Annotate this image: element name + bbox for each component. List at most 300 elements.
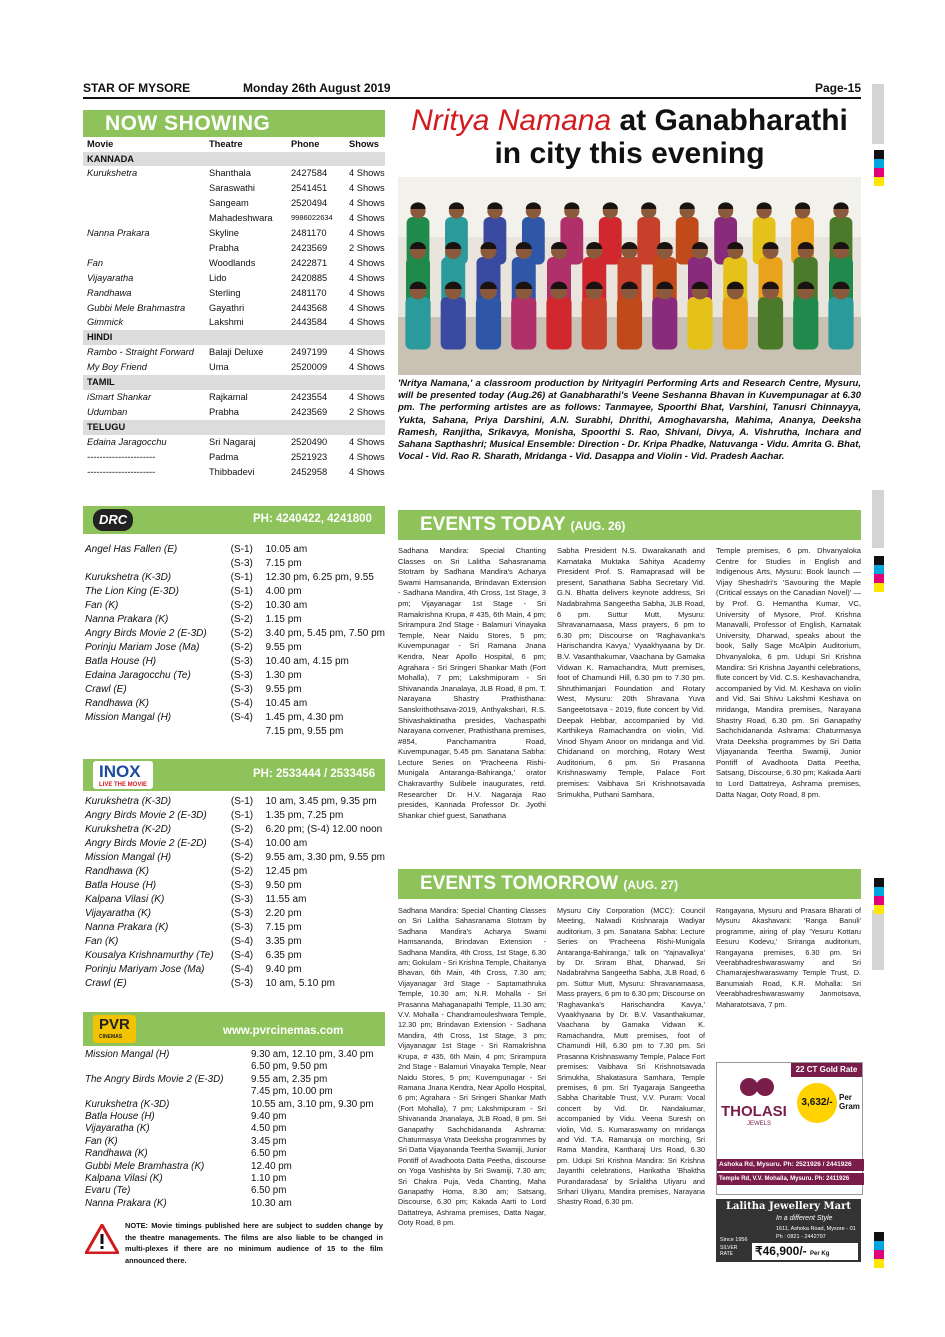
movie-title (83, 1086, 249, 1098)
screen-number (229, 725, 264, 739)
schedule-row (83, 543, 385, 557)
screen-number: (S-2) (230, 614, 253, 625)
show-count: 4 Shows (349, 302, 385, 313)
screen-number: (S-1) (230, 810, 254, 821)
movie-title: iSmart Shankar (87, 392, 152, 402)
theatre-name: Padma (209, 451, 239, 462)
margin-bar (872, 84, 884, 144)
show-times: 7.45 pm, 10.00 pm (251, 1086, 333, 1098)
show-times: 9.30 am, 12.10 pm, 3.40 pm (251, 1049, 374, 1060)
inox-header (83, 759, 385, 791)
lalitha-since: Since 1956 (720, 1237, 748, 1243)
show-times: 11.55 am (265, 894, 307, 905)
theatre-phone: 2481170 (291, 228, 327, 239)
show-times: 7.15 pm, 9.55 pm (265, 726, 344, 737)
screen-number: (S-1) (230, 796, 254, 807)
color-registration-marks (874, 1232, 884, 1268)
language-row (83, 375, 385, 390)
schedule-row (83, 1123, 385, 1135)
lalitha-phone: Ph : 0821 - 2442797 (776, 1234, 826, 1240)
inox-phone: PH: 2533444 / 2533456 (253, 768, 376, 780)
col-header-theatre: Theatre (209, 139, 243, 150)
issue-date: Monday 26th August 2019 (243, 81, 391, 95)
schedule-row (83, 893, 385, 907)
masthead (83, 81, 861, 95)
theatre-name: Shanthala (209, 168, 251, 179)
pvr-website: www.pvrcinemas.com (223, 1025, 344, 1037)
schedule-row (83, 809, 385, 823)
pvr-schedule (83, 1049, 385, 1210)
lalitha-addr: 1611, Ashoka Road, Mysore - 01 (776, 1226, 856, 1232)
schedule-row (83, 1136, 385, 1148)
screen-number: (S-3) (230, 880, 254, 891)
show-times: 9.55 pm (265, 642, 302, 653)
schedule-row (83, 977, 385, 991)
movie-row (83, 405, 385, 420)
schedule-row (83, 627, 385, 641)
movie-title: Gimmick (87, 317, 124, 328)
theatre-name: Prabha (209, 242, 239, 253)
movie-title (83, 1061, 249, 1073)
theatre-name: Sterling (209, 287, 241, 298)
col-header-movie: Movie (87, 139, 114, 150)
movie-title: Nanna Prakara (87, 228, 150, 239)
theatre-name: Lakshmi (209, 317, 244, 328)
screen-number: (S-4) (230, 964, 254, 975)
screen-number: (S-4) (230, 712, 253, 723)
show-times: 2.20 pm (265, 908, 302, 919)
theatre-phone: 2423554 (291, 392, 328, 402)
show-times: 12.40 pm (251, 1160, 292, 1172)
screen-number: (S-3) (230, 894, 254, 905)
movie-title: Vijayaratha (K) (85, 908, 151, 919)
inox-schedule (83, 795, 385, 991)
paper-name: STAR OF MYSORE (83, 81, 191, 95)
show-count: 4 Shows (349, 183, 385, 194)
events-today-header (398, 510, 861, 540)
movie-title (83, 181, 205, 196)
show-times: 3.40 pm, 5.45 pm, 7.50 pm (265, 628, 385, 639)
theatre-name: Woodlands (209, 257, 256, 268)
drc-phone: PH: 4240422, 4241800 (253, 513, 372, 525)
schedule-row (83, 669, 385, 683)
show-times: 10.30 am (251, 1197, 292, 1209)
theatre-name: Uma (209, 362, 229, 373)
schedule-row (83, 641, 385, 655)
col-header-phone: Phone (291, 139, 320, 150)
movie-title: Batla House (H) (85, 880, 157, 891)
schedule-row (83, 907, 385, 921)
movie-title: Fan (87, 257, 104, 268)
schedule-row (83, 837, 385, 851)
movie-title: Kurukshetra (K-3D) (85, 572, 172, 583)
note-text: NOTE: Movie timings published here are subject to sudden change by the theatre managements. The films are also liable to be changed in multi-plexes if there are no minimum audience of 15 to the film announced there. (125, 1221, 383, 1265)
movie-title (83, 211, 205, 226)
show-count: 4 Shows (349, 213, 385, 224)
theatre-name: Thibbadevi (209, 466, 255, 477)
tholasi-addr1: Ashoka Rd, Mysuru. Ph: 2521926 / 2441926 (717, 1159, 864, 1171)
screen-number: (S-1) (230, 586, 253, 597)
theatre-name: Prabha (209, 406, 239, 417)
movie-row (83, 271, 385, 286)
screen-number: (S-4) (230, 698, 253, 709)
movie-title: Crawl (E) (85, 684, 127, 695)
show-times: 10 am, 3.45 pm, 9.35 pm (265, 796, 377, 807)
movie-title: ---------------------- (87, 466, 156, 477)
screen-number: (S-3) (230, 922, 254, 933)
theatre-phone: 2443584 (291, 317, 328, 328)
schedule-row (83, 1161, 385, 1173)
theatre-phone: 9986022634 (291, 213, 333, 223)
movie-row (83, 435, 385, 450)
movie-title: Mission Mangal (H) (85, 852, 172, 863)
movie-row (83, 181, 385, 196)
schedule-row (83, 1086, 385, 1098)
movie-title: Fan (K) (85, 936, 119, 947)
movie-title: Fan (K) (85, 1135, 118, 1147)
color-registration-marks (874, 878, 884, 914)
theatre-phone: 2520494 (291, 198, 328, 209)
pvr-logo: PVR CINEMAS (93, 1015, 136, 1043)
movie-title: Randhawa (K) (85, 1148, 148, 1160)
theatre-phone: 2423569 (291, 242, 328, 253)
tholasi-jewels-ad[interactable] (716, 1062, 863, 1195)
show-count: 2 Shows (349, 242, 385, 253)
movie-title: Kurukshetra (K-3D) (85, 1098, 170, 1110)
schedule-row (83, 879, 385, 893)
tholasi-addr2: Temple Rd, V.V. Mohalla, Mysuru. Ph: 2411926 (717, 1173, 864, 1185)
movie-title: Kalpana Vilasi (K) (85, 1173, 163, 1185)
theatre-name: Saraswathi (209, 183, 255, 194)
show-times: 9.55 am, 3.30 pm, 9.55 pm (265, 852, 385, 863)
movie-title: Angry Birds Movie 2 (E-2D) (85, 838, 207, 849)
schedule-row (83, 1099, 385, 1111)
color-registration-marks (874, 150, 884, 186)
tholasi-sub: JEWELS (747, 1121, 772, 1127)
color-registration-marks (874, 556, 884, 592)
movie-row (83, 286, 385, 301)
show-count: 4 Shows (349, 228, 385, 239)
theatre-name: Gayathri (209, 302, 245, 313)
schedule-row (83, 571, 385, 585)
screen-number: (S-2) (230, 866, 254, 877)
show-count: 4 Shows (349, 451, 385, 462)
schedule-row (83, 1111, 385, 1123)
movie-title: Kousalya Krishnamurthy (Te) (85, 950, 214, 961)
schedule-row (83, 935, 385, 949)
show-times: 10.05 am (265, 544, 308, 555)
movie-title: Kurukshetra (K-3D) (85, 796, 172, 807)
language-row (83, 330, 385, 345)
movie-title: Vijayaratha (87, 272, 134, 283)
screen-number: (S-2) (230, 628, 253, 639)
show-times: 7.15 pm (265, 558, 302, 569)
gold-price: 3,632/- (797, 1083, 837, 1123)
movie-row (83, 465, 385, 480)
movie-title: Rambo - Straight Forward (87, 347, 194, 358)
drc-logo: DRC (93, 509, 133, 531)
movie-title: Nanna Prakara (K) (85, 614, 169, 625)
movie-title: Mission Mangal (H) (85, 712, 172, 723)
events-tomorrow-col1: Sadhana Mandira: Special Chanting Classes on Sri Lalitha Sahasranama Stotram by Sadhana Mandira's Acharya Swami Hamsananda, Brindavan Extension - Sadhana Mandira, 4th Cross, 1st Stage, 6.30 am; Gokulam - Sri Krishna Temple, Chaitanya Bhavan, 6th Main, 4th Cross, 7.30 am; Vijayanagar 3rd Stage - Saptamathruka Temple, 10.30 am; N.R. Mohalla - Sri Prasanna Mahaganapathi Temple, 11.30 am; V.V. Mohalla - Chandramouleshwara Temple, 12.30 pm; Brindavan Extension - Sadhana Mandira, 4th Cross, 1st Stage, 3 pm; Vijayanagar 1st Stage - Sri Ramakrishna Krupa, # 435, 6th Main, 4 pm; Srirampura 2nd Stage - Balamuri Vinayaka Temple, Near Naidu Stores, 5 pm; Kuvempunagar - Sri Ramana Jnana Kendra, Near Apollo Hospital, 6 pm; Agrahara - Sri Sringeri Shankar Math (Fort Mohalla), 7 pm; Lakshmipuram - Sri Shivananda Jnanalaya, JLB Road, 8 pm. Sri Ganapathy Sachchidananda Ashrama: Chaturmasya Vrata Deeksha programmes by Sri Datta Vijayananda Teertha Swamiji, Junior Pontiff of Avadhoota Datta Peetha, discourse on Yoga Vashishta by Sri Swamiji, 7.30 am; Sri Chakra Puja, Veda Chanting, Maha Ganapathy Homa, 8.30 am; Satsang, Discourse, 6.30 pm; Kakada Aarti to Lord Dattatreya, Ashrama premises, Datta Nagar, Ooty Road, 8 pm. (398, 906, 546, 1228)
show-times: 10.00 am (265, 838, 308, 849)
pvr-header (83, 1012, 385, 1046)
movie-row (83, 166, 385, 181)
schedule-row (83, 949, 385, 963)
movie-title: Angel Has Fallen (E) (85, 544, 178, 555)
screen-number: (S-3) (230, 670, 253, 681)
schedule-row (83, 1061, 385, 1073)
movie-title: Crawl (E) (85, 978, 127, 989)
inox-tagline: LIVE THE MOVIE (99, 782, 148, 788)
movie-row (83, 315, 385, 330)
theatre-phone: 2521923 (291, 451, 328, 462)
schedule-row (83, 795, 385, 809)
timings-note (83, 1218, 385, 1265)
movie-title (83, 725, 229, 739)
screen-number: (S-1) (230, 544, 253, 555)
language-row (83, 420, 385, 435)
movie-title: The Angry Birds Movie 2 (E-3D) (85, 1073, 224, 1085)
show-count: 4 Shows (349, 168, 385, 179)
movie-row (83, 196, 385, 211)
theatre-phone: 2497199 (291, 347, 328, 358)
show-times: 6.35 pm (265, 950, 302, 961)
story-headline (398, 104, 861, 170)
screen-number: (S-3) (230, 908, 254, 919)
screen-number: (S-2) (230, 852, 254, 863)
theatre-phone: 2520009 (291, 362, 328, 373)
schedule-row (83, 1173, 385, 1185)
events-today-col3: Temple premises, 6 pm. Dhvanyaloka Centre for Studies in English and Indigenous Arts, Mysuru: Book launch — Vijay Sheshadri's 'Savouring the Maple (Critical essays on the Canadian Novel)' — by Prof. G. Hemantha Kumar, VC, University of Mysore, Prof. Krishna Manavalli, Professor of English, Karnatak University, Dharwad, speaks about the book, Sally Sage McAlpin Auditorium, Dhvanyaloka, 6 pm. Udupi Sri Krishna Mandira: Sri Krishna Jayanthi celebrations, flute concert by Vid. C.S. Keshavachandra, accompanied by Vid. M. Keshava on violin and Vid. Sai Shivu Lakshmi Keshava on mridanga, Mandira premises, Narayana Shastry Road, 6.30 pm. Sri Ganapathy Sachchidananda Ashrama: Chaturmasya Vrata Deeksha programmes by Sri Datta Vijayananda Teertha Swamiji, Junior Pontiff of Avadhoota Datta Peetha, Satsang, Discourse, 6.30 pm; Kakada Aarti to Lord Dattatreya, Ashrama premises, Datta Nagar, Ooty Road, 8 pm. (716, 546, 861, 799)
movie-title: Kurukshetra (K-2D) (85, 824, 172, 835)
show-times: 3.35 pm (265, 936, 302, 947)
show-times: 9.40 pm (265, 964, 302, 975)
show-count: 4 Shows (349, 272, 385, 283)
show-count: 4 Shows (349, 392, 385, 402)
movie-title: Udumban (87, 406, 128, 417)
events-tomorrow-header (398, 869, 861, 899)
schedule-row (83, 823, 385, 837)
show-count: 4 Shows (349, 198, 385, 209)
screen-number: (S-2) (230, 600, 253, 611)
silver-price: ₹46,900/- Per Kg (752, 1243, 858, 1260)
movie-title: Randhawa (K) (85, 698, 149, 709)
drc-schedule (83, 543, 385, 739)
schedule-row (83, 613, 385, 627)
screen-number: (S-3) (230, 978, 254, 989)
screen-number: (S-4) (230, 936, 254, 947)
schedule-row (83, 1185, 385, 1197)
movie-title: Angry Birds Movie 2 (E-3D) (85, 810, 207, 821)
show-times: 9.55 am, 2.35 pm (251, 1073, 328, 1085)
events-tomorrow-date: (AUG. 27) (623, 878, 679, 892)
movie-row (83, 226, 385, 241)
screen-number: (S-3) (230, 684, 253, 695)
show-count: 4 Shows (349, 317, 385, 328)
language-label: TAMIL (83, 375, 385, 390)
show-count: 4 Shows (349, 436, 385, 447)
screen-number: (S-3) (230, 656, 253, 667)
movie-title: Fan (K) (85, 600, 119, 611)
movie-row (83, 256, 385, 271)
headline-line2: in city this evening (494, 137, 765, 170)
theatre-phone: 2422871 (291, 257, 328, 268)
headline-red: Nritya Namana (411, 104, 612, 137)
show-times: 6.50 pm, 9.50 pm (251, 1061, 328, 1073)
margin-bar (872, 910, 884, 970)
drc-header (83, 506, 385, 534)
show-count: 4 Shows (349, 347, 385, 358)
movie-title: Randhawa (K) (85, 866, 149, 877)
show-times: 7.15 pm (265, 922, 302, 933)
lalitha-jewellery-ad[interactable] (716, 1199, 861, 1262)
theatre-name: Lido (209, 272, 227, 283)
show-count: 4 Shows (349, 287, 385, 298)
now-showing-table (83, 137, 385, 479)
show-times: 10 am, 5.10 pm (265, 978, 335, 989)
show-times: 6.20 pm; (S-4) 12.00 noon (265, 824, 383, 835)
now-showing-header (83, 110, 385, 137)
page-number: Page-15 (814, 81, 861, 95)
theatre-name: Skyline (209, 228, 239, 239)
lalitha-tag: In a different Style (776, 1215, 833, 1222)
schedule-row (83, 585, 385, 599)
schedule-row (83, 711, 385, 725)
margin-bar (872, 490, 884, 548)
movie-row (83, 345, 385, 360)
schedule-row (83, 1148, 385, 1160)
movie-title: My Boy Friend (87, 362, 147, 373)
pvr-tagline: CINEMAS (99, 1034, 123, 1040)
show-times: 1.15 pm (265, 614, 302, 625)
screen-number: (S-1) (230, 572, 253, 583)
events-tomorrow-title: EVENTS TOMORROW (420, 873, 619, 894)
movie-row (83, 211, 385, 226)
schedule-row (83, 655, 385, 669)
movie-title: ---------------------- (87, 451, 156, 462)
peacock-logo-icon (737, 1073, 777, 1103)
schedule-row (83, 725, 385, 739)
language-row (83, 152, 385, 167)
show-times: 9.50 pm (265, 880, 302, 891)
movie-title: The Lion King (E-3D) (85, 586, 179, 597)
screen-number: (S-3) (230, 558, 253, 569)
movie-title: Porinju Mariyam Jose (Ma) (85, 964, 205, 975)
show-times: 6.50 pm (251, 1148, 287, 1160)
schedule-row (83, 1198, 385, 1210)
tholasi-name: THOLASI (721, 1103, 787, 1120)
events-today-col2: Sabha President N.S. Dwarakanath and Karnataka Muktaka Sahitya Academy President Prof. S. Ramaprasad will be present, Sanathana Sabha Secretary Vid. G.N. Bhatta delivers keynote address, Sri Nadabrahma Sangeetha Sabha, JLB Road, 6 pm. Suttur Mutt, Mysuru: Shravanamaasa, Mass prayers, 6 pm to 6.30 pm; Discourse on 'Raghavanka's Harischandra Kavya,' Vyaakhyaana by Dr. B.V. Vasanthakumar, Vaachana by Gamaka Vidwan K. Ramachandra, Mutt premises, foot of Chamundi Hill, 6.30 pm to 7.30 pm. Shruthimanjari Foundation and Rotary West, Mysuru: 20th Shravana Yuva Sangeetotsava - 2019, flute concert by Vid. Deepak Hebbar, accompanied by Vid. Karthikeya Ramachandra on violin, Vid. Vinod Shyam Anoor on mridanga and Vid. Chidanand on morching, Rotary West Auditorium, 6 pm. Sri Prasanna Krishnaswamy Temple, Palace Fort premises: Vaibhava Sri Krishnotsavada Srimukha, Puthani Samhara, (557, 546, 705, 799)
movie-title: Randhawa (87, 287, 132, 298)
show-times: 1.45 pm, 4.30 pm (265, 712, 344, 723)
movie-row (83, 301, 385, 316)
schedule-row (83, 921, 385, 935)
screen-number: (S-2) (230, 642, 253, 653)
silver-rate-label: SILVER RATE (720, 1245, 738, 1257)
theatre-phone: 2420885 (291, 272, 328, 283)
movie-title (83, 557, 229, 571)
movie-title (83, 241, 205, 256)
movie-title: Gubbi Mele Bramhastra (K) (85, 1160, 205, 1172)
movie-title (83, 196, 205, 211)
events-tomorrow-col2: Mysuru City Corporation (MCC): Council Meeting, Nalwadi Krishnaraja Wadiyar auditorium, 3 pm. Sanatana Sabha: Lecture Series on 'Pracheena Rishi-Munigala Antaranga-Bahiranga,' talk on 'Yajnavalkya' by Dr. Sriram Bhat, Dharwad, Sri Nadabrahma Sangeetha Sabha, JLB Road, 6 pm. Suttur Mutt, Mysuru: Shravanamaasa, Mass prayers, 6 pm to 6.30 pm; Discourse on 'Raghavanka's Harischandra Kavya,' Vyaakhyaana by Dr. B.V. Vasanthakumar, Vaachana by Gamaka Vidwan K. Ramachandra, Mutt premises, foot of Chamundi Hill, 6.30 pm to 7.30 pm. Sri Prasanna Krishnaswamy Temple, Palace Fort premises: Vaibhava Sri Krishnotsavada Srimukha, Shakatasura Samhara, Temple premises, 6 pm. Sri Tyagaraja Sangeetha Sabha Charitable Trust, V.V. Puram: Vocal concert by Vid. Dr. Nandakumar, accompanied by Vidu. Veena Suresh on violin, Vid. S. Kumaraswamy on mridanga and Vid. T.A. Ramanuja on morching, Sri Rama Mandira, Kantharaj Urs Road, 6.30 pm. Udupi Sri Krishna Mandira: Sri Krishna Jayanthi celebrations, Harikatha 'Bhaktha Purandaradasa' by Srilalitha Uliyaru and Srihari Uliyaru, Mandira premises, Narayana Shastry Road, 6.30 pm. (557, 906, 705, 1207)
movie-row (83, 450, 385, 465)
theatre-name: Sri Nagaraj (209, 436, 256, 447)
movie-title: Gubbi Mele Brahmastra (87, 302, 186, 313)
theatre-phone: 2427584 (291, 168, 328, 179)
warning-icon (85, 1224, 119, 1254)
show-times: 10.55 am, 3.10 pm, 9.30 pm (251, 1098, 374, 1110)
movie-row (83, 241, 385, 256)
show-times: 4.00 pm (265, 586, 302, 597)
dancers-photo (398, 177, 861, 375)
movie-title: Edaina Jaragocchu (87, 436, 167, 447)
show-times: 1.30 pm (265, 670, 302, 681)
movie-title: Nanna Prakara (K) (85, 1197, 167, 1209)
show-times: 6.50 pm (251, 1185, 287, 1197)
lalitha-name: Lalitha Jewellery Mart (726, 1201, 851, 1212)
theatre-phone: 2520490 (291, 436, 328, 447)
show-count: 4 Shows (349, 257, 385, 268)
show-times: 10.45 am (265, 698, 308, 709)
movie-title: Edaina Jaragocchu (Te) (85, 670, 191, 681)
movie-title: Batla House (H) (85, 1111, 155, 1123)
show-times: 1.35 pm, 7.25 pm (265, 810, 344, 821)
events-today-col1: Sadhana Mandira: Special Chanting Classes on Sri Lalitha Sahasranama Stotram by Sadhana Mandira's Acharya Swami Hamsananda, Brindavan Extension - Sadhana Mandira, 4th Cross, 1st Stage, 3 pm; Vijayanagar 1st Stage - Sri Ramakrishna Krupa, # 435, 6th Main, 4 pm; Srirampura 2nd Stage - Balamuri Vinayaka Temple, Near Naidu Stores, 5 pm; Kuvempunagar - Sri Ramana Jnana Kendra, Near Apollo Hospital, 6 pm; Agrahara - Sri Sringeri Shankar Math (Fort Mohalla), 7 pm; Lakshmipuram - Sri Shivananda Jnanalaya, JLB Road, 8 pm. T. Narayana Shastry Prathisthana: Sanskrithothsava-2019, Anthyakshari, R.S. Shivashaktinatha presides, Vachaspathi Narayana convener, Prathisthana premises, #854, Panchamantra Road, Kuvempunagar, 5.45 pm. Sanatana Sabha: Lecture Series on 'Pracheena Rishi-Munigala Antaranga-Bahiranga,' orator Chakravarthy Sulibele inaugurates, retd. Researcher Dr. H.V. Nagaraja Rao presides, Kannada Professor Dr. Jyothi Shankar chief guest, Sanathana (398, 546, 546, 820)
schedule-row (83, 599, 385, 613)
schedule-row (83, 1049, 385, 1061)
movie-title: Kurukshetra (87, 168, 138, 179)
movie-title: Evaru (Te) (85, 1185, 131, 1197)
language-label: TELUGU (83, 420, 385, 435)
theatre-phone: 2541451 (291, 183, 328, 194)
language-label: HINDI (83, 330, 385, 345)
schedule-row (83, 697, 385, 711)
show-times: 10.30 am (265, 600, 308, 611)
screen-number: (S-4) (230, 950, 254, 961)
movie-title: Vijayaratha (K) (85, 1123, 150, 1135)
show-times: 9.40 pm (251, 1111, 287, 1123)
show-times: 3.45 pm (251, 1135, 287, 1147)
photo-caption: 'Nritya Namana,' a classroom production by Nrityagiri Performing Arts and Research Centre, Mysuru, will be presented today (Aug.26) at Ganabharathi's Veene Seshanna Bhavan in Kuvempunagar at 6.30 pm. The performing artistes are as follows: Tanmayee, Spoorthi Bhat, Varshini, Tanusri Chinnayya, Yukta, Sahana, Priya Darshini, A.N. Surabhi, Dhrithi, Amoghavarsha, Mahima, Ananya, Deeksha Ramesh, Ranjitha, Srikavya, Monisha, Spoorthi S. Rao, Shivani, Divya, A. Vishrutha, Inchara and Sahana Sapthashri; Musical Ensemble: Direction - Dr. Kripa Phadke, Natuvanga - Vidu. Amrita G. Bhat, Vocal - Vid. Rao R. Sharath, Mridanga - Vid. Dasappa and Violin - Vid. Pradesh Aachar. (398, 378, 861, 463)
movie-title: Batla House (H) (85, 656, 157, 667)
show-count: 2 Shows (349, 406, 385, 417)
schedule-row (83, 851, 385, 865)
show-count: 4 Shows (349, 362, 385, 373)
schedule-row (83, 683, 385, 697)
gold-rate-banner: 22 CT Gold Rate (791, 1063, 862, 1077)
theatre-name: Rajkamal (209, 392, 248, 402)
movie-row (83, 360, 385, 375)
masthead-rule (83, 97, 861, 99)
language-label: KANNADA (83, 152, 385, 167)
schedule-row (83, 1074, 385, 1086)
movie-title: Nanna Prakara (K) (85, 922, 169, 933)
show-times: 4.50 pm (251, 1123, 287, 1135)
theatre-name: Balaji Deluxe (209, 347, 264, 358)
headline-rest: at Ganabharathi (611, 104, 848, 137)
theatre-name: Mahadeshwara (209, 213, 273, 224)
movie-title: Mission Mangal (H) (85, 1049, 170, 1060)
screen-number: (S-4) (230, 838, 254, 849)
theatre-phone: 2452958 (291, 466, 328, 477)
now-showing-title: NOW SHOWING (105, 112, 271, 135)
movie-title: Kalpana Vilasi (K) (85, 894, 165, 905)
schedule-row (83, 557, 385, 571)
theatre-name: Sangeam (209, 198, 249, 209)
show-times: 9.55 pm (265, 684, 302, 695)
